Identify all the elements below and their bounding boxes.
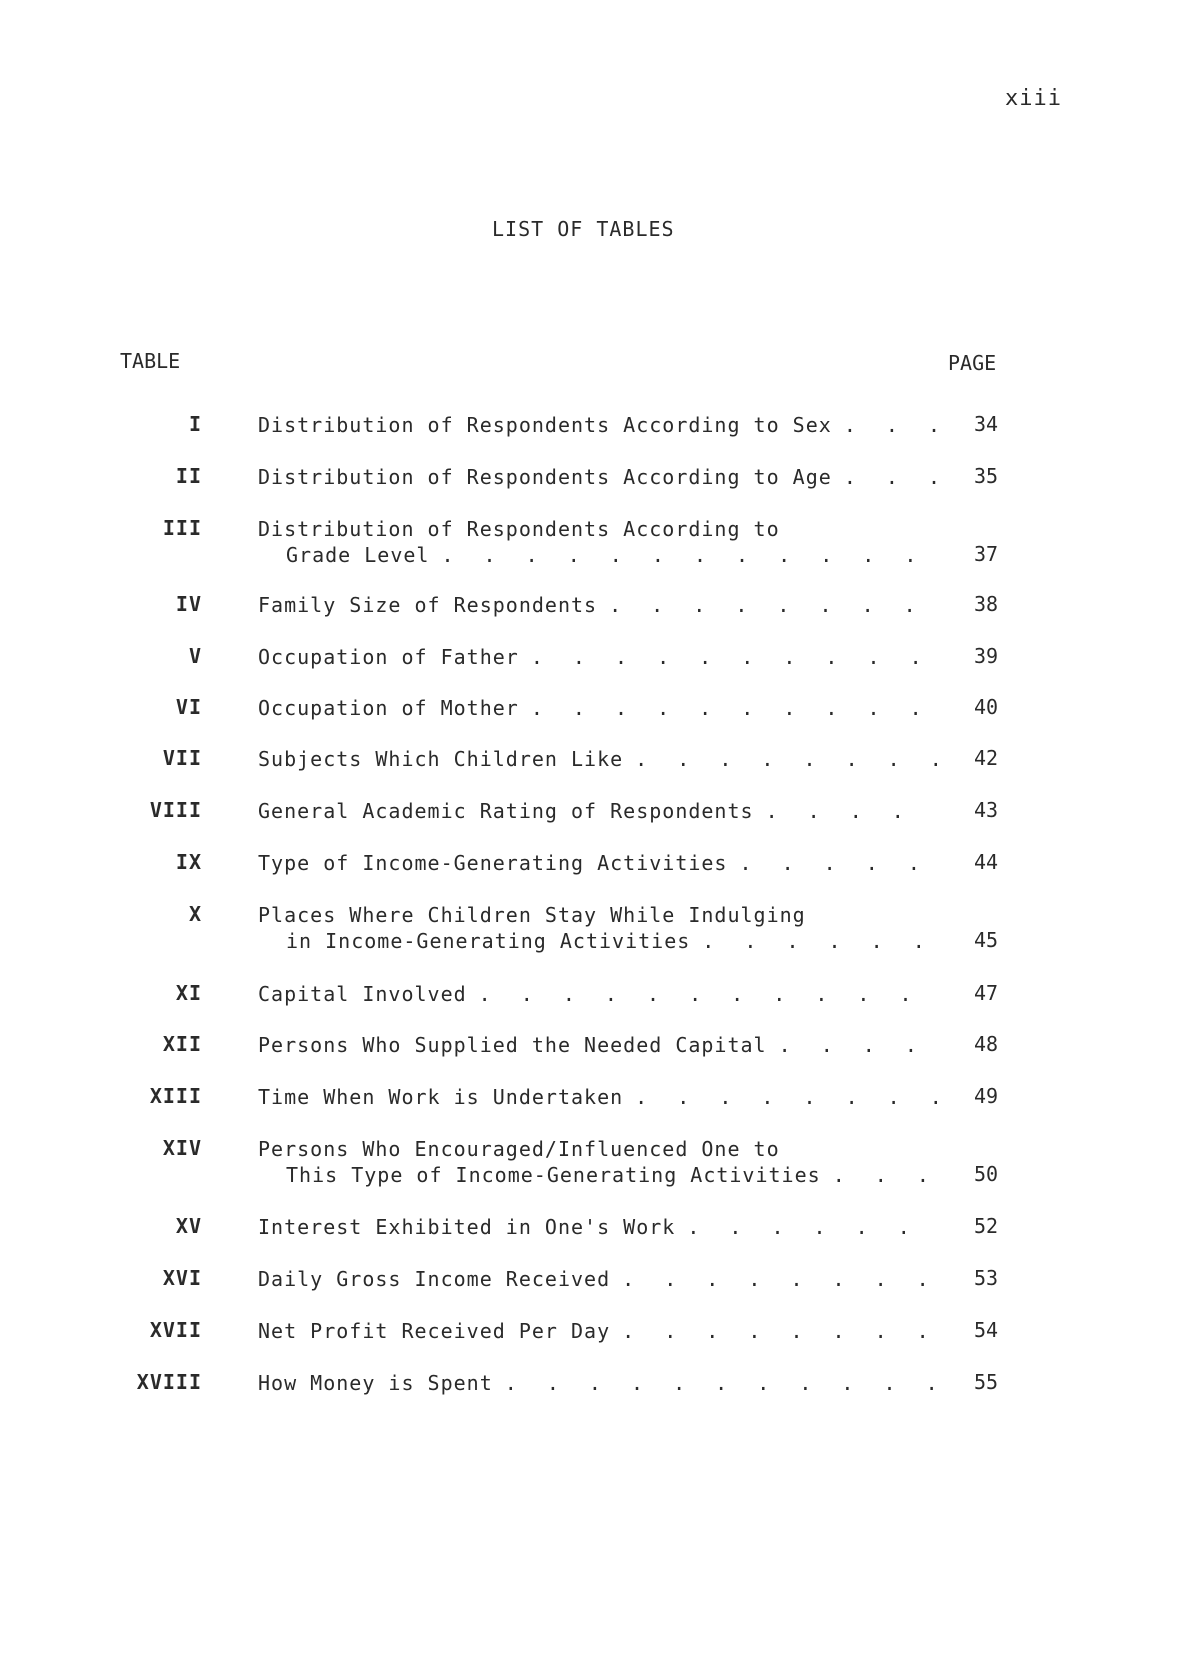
entry-title-line: How Money is Spent bbox=[258, 1371, 493, 1395]
dot-leader bbox=[766, 798, 938, 824]
table-numeral: IX bbox=[175, 850, 202, 874]
entry-title-line: Type of Income-Generating Activities bbox=[258, 851, 728, 875]
entry-title bbox=[258, 1032, 938, 1058]
entry-title-line: in Income-Generating Activities bbox=[286, 929, 691, 953]
entry-title-line: Distribution of Respondents According to Sex bbox=[258, 413, 832, 437]
entry-title-line: Subjects Which Children Like bbox=[258, 747, 624, 771]
entry-title bbox=[258, 516, 938, 568]
entry-title-line: Occupation of Mother bbox=[258, 696, 519, 720]
dot-leader bbox=[635, 1084, 938, 1110]
entry-title-line: Net Profit Received Per Day bbox=[258, 1319, 611, 1343]
entry-title bbox=[258, 412, 938, 438]
entry-title-line: Distribution of Respondents According to Age bbox=[258, 465, 832, 489]
dot-leader bbox=[635, 746, 938, 772]
entry-page-number: 53 bbox=[974, 1266, 999, 1290]
entry-title-line: Occupation of Father bbox=[258, 645, 519, 669]
entry-title bbox=[258, 902, 938, 954]
entry-title bbox=[258, 1084, 938, 1110]
entry-title-line: Interest Exhibited in One's Work bbox=[258, 1215, 676, 1239]
dot-leader bbox=[622, 1318, 938, 1344]
dot-leader bbox=[739, 850, 938, 876]
entry-title-line: Persons Who Supplied the Needed Capital bbox=[258, 1033, 767, 1057]
entry-page-number: 50 bbox=[974, 1162, 999, 1186]
entry-page-number: 38 bbox=[974, 592, 999, 616]
page-title: LIST OF TABLES bbox=[492, 217, 675, 241]
table-numeral: X bbox=[188, 902, 202, 926]
entry-title bbox=[258, 981, 938, 1007]
dot-leader bbox=[833, 1162, 938, 1188]
entry-title bbox=[258, 850, 938, 876]
entry-page-number: 45 bbox=[974, 928, 999, 952]
dot-leader bbox=[702, 928, 938, 954]
table-numeral: XVI bbox=[162, 1266, 202, 1290]
dot-leader bbox=[779, 1032, 938, 1058]
entry-title bbox=[258, 1370, 938, 1396]
page-column-header: PAGE bbox=[948, 351, 997, 375]
entry-title bbox=[258, 746, 938, 772]
table-numeral: II bbox=[175, 464, 202, 488]
table-numeral: VII bbox=[162, 746, 202, 770]
entry-title bbox=[258, 798, 938, 824]
entry-title-line: Persons Who Encouraged/Influenced One to bbox=[258, 1137, 780, 1161]
dot-leader bbox=[687, 1214, 938, 1240]
entry-title-line: Grade Level bbox=[286, 543, 430, 567]
entry-page-number: 42 bbox=[974, 746, 999, 770]
entry-title bbox=[258, 1318, 938, 1344]
table-numeral: XVIII bbox=[136, 1370, 202, 1394]
entry-page-number: 43 bbox=[974, 798, 999, 822]
dot-leader bbox=[622, 1266, 938, 1292]
dot-leader bbox=[609, 592, 938, 618]
entry-title-line: Time When Work is Undertaken bbox=[258, 1085, 624, 1109]
dot-leader bbox=[441, 542, 938, 568]
table-numeral: XV bbox=[175, 1214, 202, 1238]
table-numeral: V bbox=[188, 644, 202, 668]
entry-page-number: 40 bbox=[974, 695, 999, 719]
table-column-header: TABLE bbox=[120, 349, 181, 373]
dot-leader bbox=[505, 1370, 938, 1396]
table-numeral: IV bbox=[175, 592, 202, 616]
table-numeral: XIII bbox=[149, 1084, 202, 1108]
table-numeral: XVII bbox=[149, 1318, 202, 1342]
entry-page-number: 52 bbox=[974, 1214, 999, 1238]
entry-title bbox=[258, 1266, 938, 1292]
entry-title-line: General Academic Rating of Respondents bbox=[258, 799, 754, 823]
entry-page-number: 44 bbox=[974, 850, 999, 874]
dot-leader bbox=[844, 412, 938, 438]
dot-leader bbox=[844, 464, 938, 490]
table-numeral: XI bbox=[175, 981, 202, 1005]
table-numeral: XIV bbox=[162, 1136, 202, 1160]
page-number: xiii bbox=[1005, 86, 1062, 111]
entry-title-line: Capital Involved bbox=[258, 982, 467, 1006]
table-numeral: VIII bbox=[149, 798, 202, 822]
entry-title-line: This Type of Income-Generating Activities bbox=[286, 1163, 821, 1187]
table-numeral: I bbox=[188, 412, 202, 436]
entry-page-number: 47 bbox=[974, 981, 999, 1005]
entry-page-number: 37 bbox=[974, 542, 999, 566]
entry-page-number: 54 bbox=[974, 1318, 999, 1342]
entry-title bbox=[258, 592, 938, 618]
entry-title-line: Places Where Children Stay While Indulging bbox=[258, 903, 806, 927]
dot-leader bbox=[531, 695, 938, 721]
table-numeral: XII bbox=[162, 1032, 202, 1056]
entry-title bbox=[258, 1214, 938, 1240]
entry-page-number: 48 bbox=[974, 1032, 999, 1056]
entry-title bbox=[258, 695, 938, 721]
dot-leader bbox=[531, 644, 938, 670]
entry-title bbox=[258, 464, 938, 490]
entry-page-number: 49 bbox=[974, 1084, 999, 1108]
entry-page-number: 39 bbox=[974, 644, 999, 668]
entry-title-line: Daily Gross Income Received bbox=[258, 1267, 611, 1291]
entry-page-number: 35 bbox=[974, 464, 999, 488]
entry-title-line: Family Size of Respondents bbox=[258, 593, 598, 617]
entry-page-number: 55 bbox=[974, 1370, 999, 1394]
dot-leader bbox=[479, 981, 938, 1007]
entry-title-line: Distribution of Respondents According to bbox=[258, 517, 780, 541]
table-numeral: III bbox=[162, 516, 202, 540]
entry-page-number: 34 bbox=[974, 412, 999, 436]
entry-title bbox=[258, 1136, 938, 1188]
table-numeral: VI bbox=[175, 695, 202, 719]
entry-title bbox=[258, 644, 938, 670]
